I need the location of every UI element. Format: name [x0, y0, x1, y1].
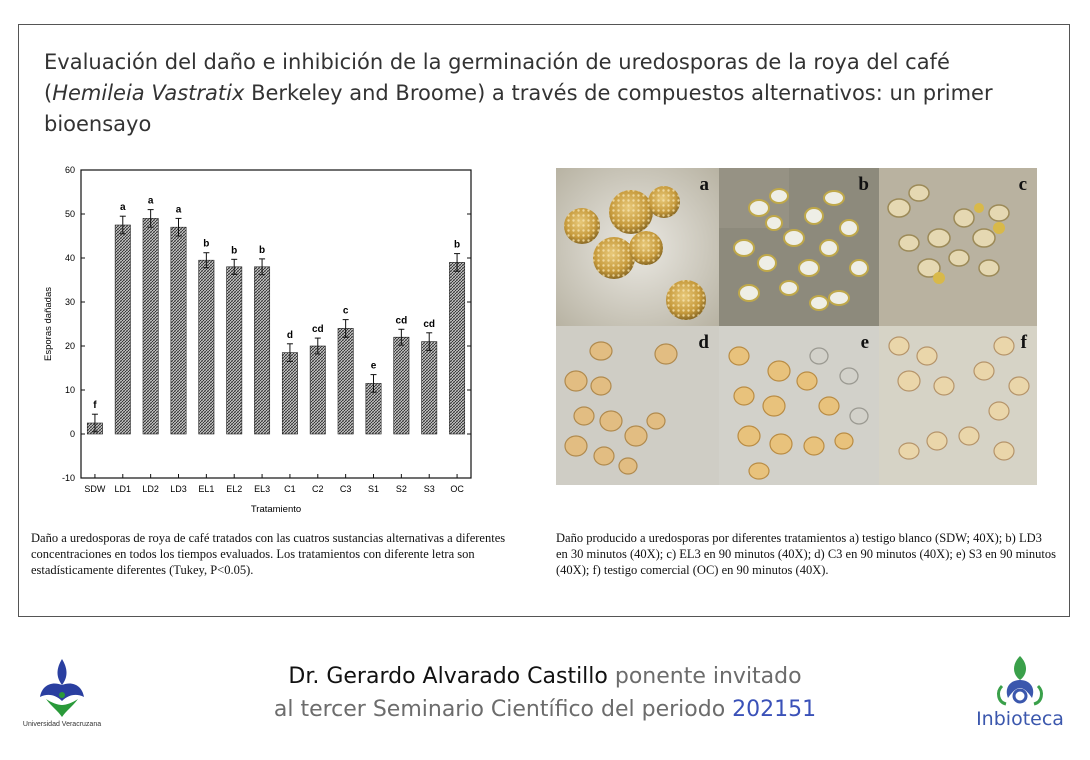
x-tick-label: OC — [450, 484, 464, 494]
bar — [282, 353, 297, 434]
y-tick-label: 20 — [64, 341, 75, 351]
y-tick-label: -10 — [61, 473, 75, 483]
y-tick-label: 40 — [64, 253, 75, 263]
micrograph-d — [556, 326, 719, 485]
x-tick-label: LD3 — [170, 484, 187, 494]
x-tick-label: C2 — [312, 484, 324, 494]
y-tick-label: 10 — [64, 385, 75, 395]
micrograph-caption: Daño producido a uredosporas por diferentes tratamientos a) testigo blanco (SDW; 40X); b) LD3 en 30 minutos (40X); c) EL3 en 90 minutos (40X); d) C3 en 90 minutos (40X); e) S3 en 90 minutos (40X); f) testigo comercial (OC) en 90 minutos (40X). — [556, 531, 1056, 577]
inbioteca-logo — [968, 652, 1072, 737]
bar — [199, 260, 214, 434]
x-tick-label: C1 — [284, 484, 296, 494]
micrograph-label: f — [1020, 332, 1027, 353]
bar — [310, 346, 325, 434]
x-tick-label: S1 — [367, 484, 380, 494]
significance-letter: f — [93, 400, 97, 412]
bar — [254, 267, 269, 434]
significance-letter: cd — [395, 315, 408, 327]
significance-letter: a — [147, 195, 154, 207]
bar — [115, 225, 130, 434]
micrograph-a — [556, 168, 719, 326]
chart-frame — [81, 170, 471, 478]
micrograph-label: a — [699, 174, 709, 195]
bar — [449, 262, 464, 434]
footer-line-2: al tercer Seminario Científico del periodo 202151 — [273, 697, 817, 722]
y-tick-label: 50 — [64, 209, 75, 219]
y-axis-label: Esporas dañadas — [43, 287, 54, 361]
micrograph-label: c — [1018, 174, 1027, 195]
significance-letter: a — [175, 204, 182, 216]
x-tick-label: S2 — [395, 484, 407, 494]
x-tick-label: SDW — [84, 484, 106, 494]
x-axis-label: Tratamiento — [250, 504, 302, 515]
significance-letter: b — [203, 238, 210, 250]
micrograph-grid — [556, 168, 1037, 485]
chart-caption: Daño a uredosporas de roya de café tratados con las cuatros sustancias alternativas a diferentes concentraciones en todos los tiempos evaluados. Los tratamientos con diferente letra son estadísticamente diferentes (Tukey, P<0.05). — [31, 531, 506, 577]
slide-frame — [18, 24, 1070, 617]
significance-letter: b — [231, 245, 238, 257]
micrograph-label: d — [698, 332, 709, 353]
significance-letter: d — [286, 329, 293, 341]
micrograph-c — [879, 168, 1037, 326]
significance-letter: cd — [423, 318, 436, 330]
x-tick-label: EL1 — [198, 484, 215, 494]
x-tick-label: LD1 — [114, 484, 132, 494]
uv-logo-text: Universidad Veracruzana — [22, 721, 102, 728]
significance-letter: b — [454, 239, 461, 251]
bar — [422, 342, 437, 434]
significance-letter: a — [120, 202, 126, 214]
footer-line-1: Dr. Gerardo Alvarado Castillo ponente invitado — [288, 664, 802, 689]
bar — [143, 218, 158, 434]
bar — [394, 337, 409, 434]
micrograph-label: b — [858, 174, 869, 195]
x-tick-label: EL3 — [254, 484, 271, 494]
significance-letter: e — [370, 360, 377, 372]
significance-letter: c — [342, 305, 349, 317]
bar — [171, 227, 186, 434]
significance-letter: b — [259, 244, 266, 256]
x-tick-label: LD2 — [142, 484, 159, 494]
y-tick-label: 60 — [64, 165, 75, 175]
x-tick-label: C3 — [339, 484, 352, 494]
micrograph-label: e — [860, 332, 869, 353]
slide-title: Evaluación del daño e inhibición de la germinación de uredosporas de la roya del café (Hemileia Vastratix Berkeley and Broome) a través de compuestos alternativos: un primer bioensayo — [44, 50, 993, 136]
inbioteca-logo-text: Inbioteca — [976, 708, 1064, 730]
micrograph-b — [719, 168, 879, 326]
bar — [338, 328, 353, 434]
y-tick-label: 0 — [69, 429, 75, 439]
micrograph-f — [879, 326, 1037, 485]
bar — [227, 267, 242, 434]
x-tick-label: EL2 — [226, 484, 243, 494]
universidad-veracruzana-logo — [18, 655, 106, 735]
bar-chart — [31, 160, 501, 525]
x-tick-label: S3 — [423, 484, 435, 494]
micrograph-e — [719, 326, 879, 485]
y-tick-label: 30 — [64, 297, 75, 307]
significance-letter: cd — [311, 324, 324, 336]
